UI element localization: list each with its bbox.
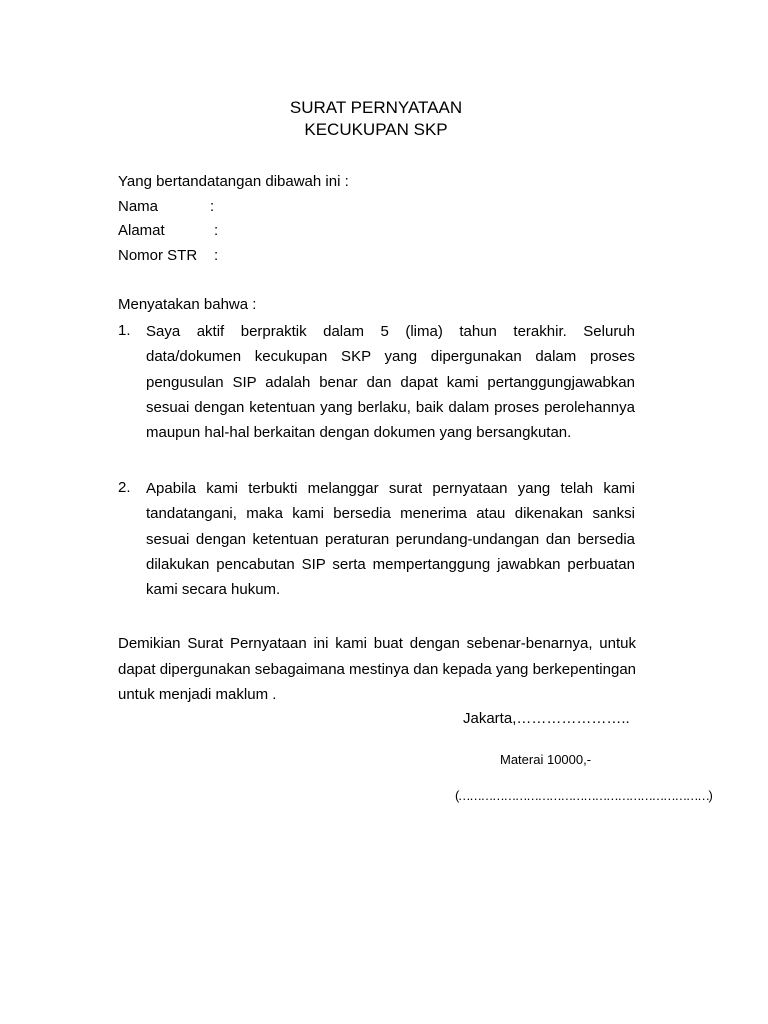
item-text-2: Apabila kami terbukti melanggar surat pernyataan yang telah kami tandatangani, maka kami bersedia menerima atau dikenakan sanksi sesuai dengan ketentuan peraturan perundang-undangan dan bersedia dilakukan pencabutan SIP serta mempertanggung jawabkan perbuatan kami secara hukum. (146, 480, 635, 599)
item-text-1: Saya aktif berpraktik dalam 5 (lima) tahun terakhir. Seluruh data/dokumen kecukupan SKP yang dipergunakan dalam proses pengusulan SIP adalah benar dan dapat kami pertanggungjawabkan sesuai dengan ketentuan yang berlaku, baik dalam proses perolehannya maupun hal-hal berkaitan dengan dokumen yang bersangkutan. (146, 323, 635, 442)
field-label-nomor-str: Nomor STR (118, 247, 198, 264)
field-colon-nama: : (210, 198, 215, 215)
field-label-alamat: Alamat (118, 222, 165, 239)
item-number-1: 1. (118, 322, 131, 339)
document-subtitle: KECUKUPAN SKP (304, 120, 448, 139)
stamp-note: Materai 10000,- (500, 752, 592, 767)
closing-paragraph: Demikian Surat Pernyataan ini kami buat dengan sebenar-benarnya, untuk dapat dipergunakan sebagaimana mestinya dan kepada yang berkepentingan untuk menjadi maklum . (118, 635, 636, 703)
document-title: SURAT PERNYATAAN (289, 98, 463, 117)
field-label-nama: Nama (118, 198, 159, 215)
intro-text: Yang bertandatangan dibawah ini : (118, 173, 349, 190)
signature-line: (…………………………………………………………) (455, 788, 712, 803)
place-date: Jakarta,………………….. (463, 710, 630, 727)
statement-heading: Menyatakan bahwa : (118, 296, 257, 313)
item-number-2: 2. (118, 479, 131, 496)
field-colon-alamat: : (214, 222, 219, 239)
field-colon-nomor-str: : (214, 247, 219, 264)
